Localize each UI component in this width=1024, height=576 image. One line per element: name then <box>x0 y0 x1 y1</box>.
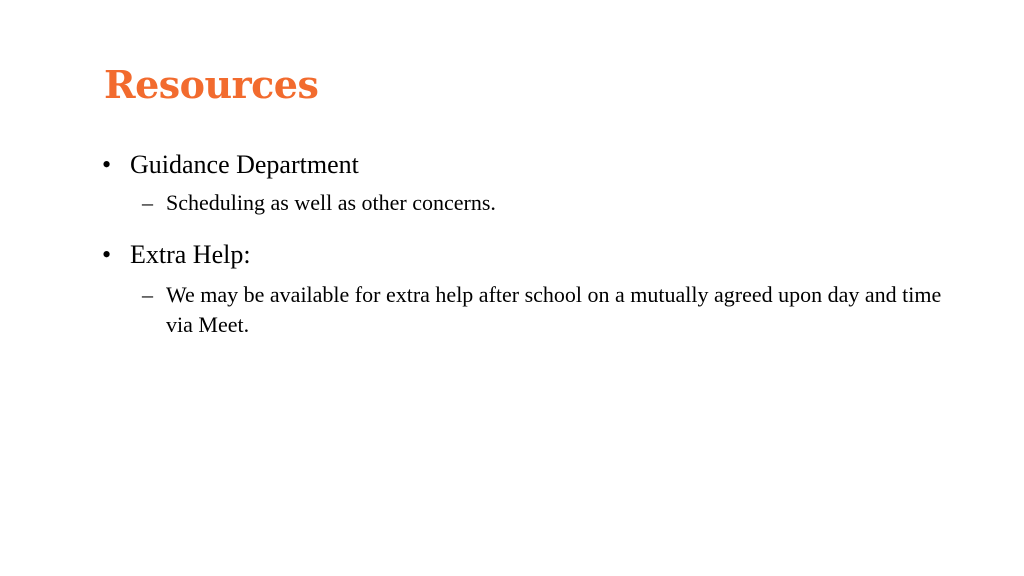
dash-icon: – <box>142 282 153 307</box>
bullet-label: Guidance Department <box>130 150 359 179</box>
bullet-item-guidance <box>102 148 962 182</box>
sub-bullet-item <box>102 280 962 340</box>
sub-bullet-text: We may be available for extra help after school on a mutually agreed upon day and time via Meet. <box>166 282 942 337</box>
slide-title: Resources <box>104 62 319 107</box>
sub-bullet-text: Scheduling as well as other concerns. <box>166 190 496 215</box>
bullet-dot-icon: • <box>102 150 112 179</box>
bullet-dot-icon: • <box>102 240 112 269</box>
bullet-list <box>102 148 962 340</box>
bullet-label: Extra Help: <box>130 240 251 269</box>
bullet-item-extra-help <box>102 238 962 272</box>
dash-icon: – <box>142 190 153 215</box>
sub-bullet-item <box>102 188 962 218</box>
